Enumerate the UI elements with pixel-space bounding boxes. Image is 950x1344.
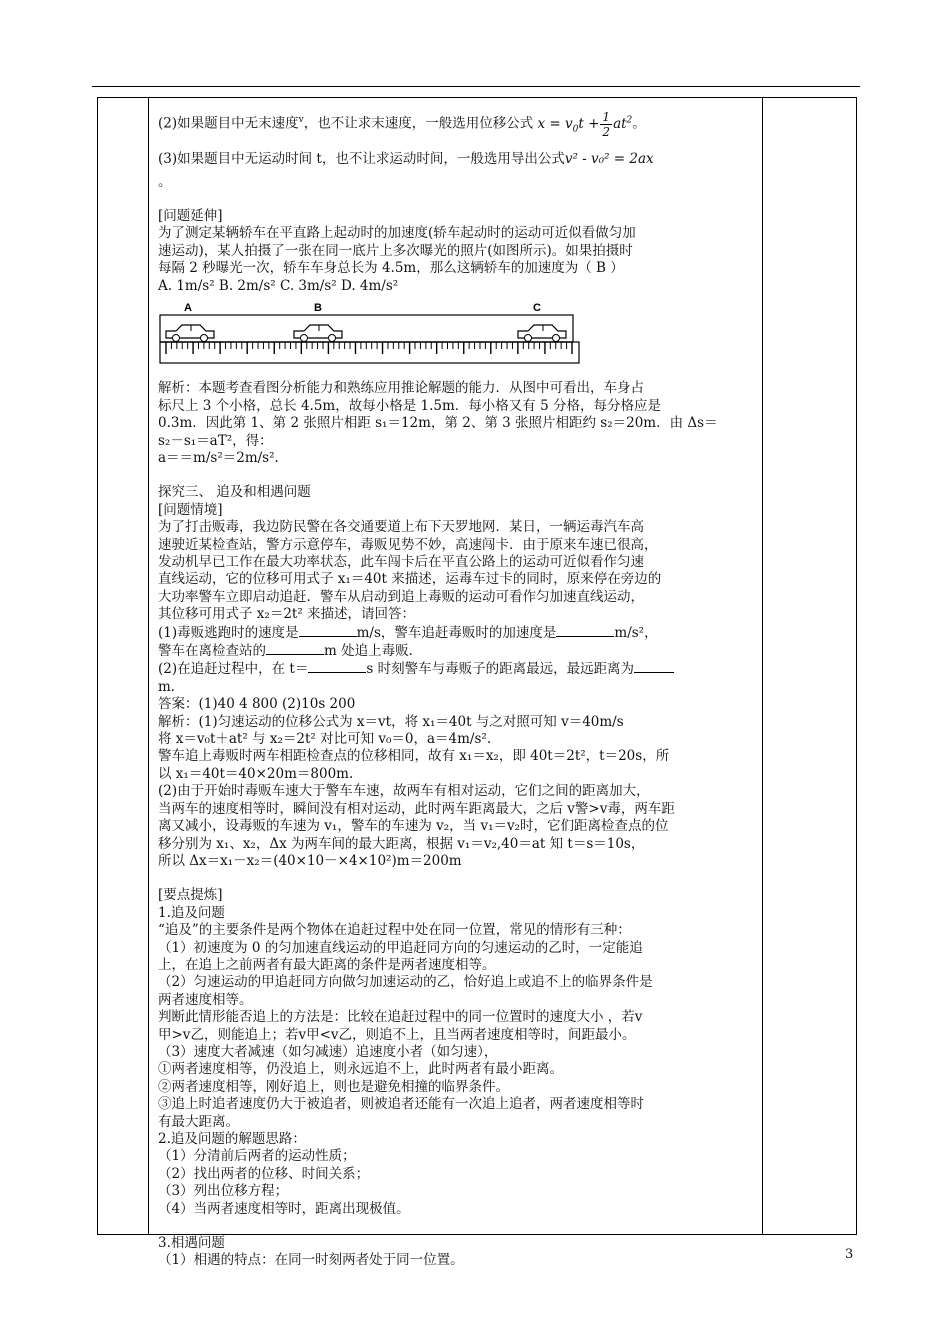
formula-sup: 2 xyxy=(626,115,633,125)
section-heading: 探究三、 追及和相遇问题 xyxy=(158,484,311,501)
text-line: 警车追上毒贩时两车相距检查点的位移相同，故有 x₁＝x₂，即 40t＝2t²，t＝20s，所 xyxy=(158,748,670,765)
text-line: 大功率警车立即启动追赶．警车从启动到追上毒贩的运动可看作匀加速直线运动， xyxy=(158,588,644,605)
car-icon xyxy=(294,325,342,342)
text: 。 xyxy=(632,115,646,132)
section-heading: 3.相遇问题 xyxy=(158,1235,225,1252)
formula-line-derived xyxy=(158,144,758,174)
text-line: 甲>v乙，则能追上；若v甲<v乙，则追不上，且当两者速度相等时，间距最小。 xyxy=(158,1026,636,1043)
text-line: ①两者速度相等，仍没追上，则永远追不上，此时两者有最小距离。 xyxy=(158,1061,563,1078)
frac-den: 2 xyxy=(602,124,611,139)
text-line: ②两者速度相等，刚好追上，则也是避免相撞的临界条件。 xyxy=(158,1078,509,1095)
car-icon xyxy=(518,325,566,342)
text: 警车在离检查站的 xyxy=(158,643,266,660)
formula-part: x = v xyxy=(537,115,573,132)
formula-part: at xyxy=(613,115,627,132)
text-line: 为了打击贩毒，我边防民警在各交通要道上布下天罗地网．某日，一辆运毒汽车高 xyxy=(158,519,644,536)
fraction-half xyxy=(600,110,612,139)
text: (3)如果题目中无运动时间 t，也不让求运动时间，一般选用导出公式 xyxy=(158,150,565,167)
text-line: 发动机早已工作在最大功率状态，此车闯卡后在平直公路上的运动可近似看作匀速 xyxy=(158,554,644,570)
car-ruler-diagram xyxy=(158,299,580,369)
text-line: ③追上时追者速度仍大于被追者，则被追者还能有一次追上追者，两者速度相等时 xyxy=(158,1096,644,1113)
text-line: s₂－s₁＝aT²，得： xyxy=(158,432,273,449)
text-line: 为了测定某辆轿车在平直路上起动时的加速度(轿车起动时的运动可近似看做匀加 xyxy=(158,225,636,242)
text-line: （1）相遇的特点：在同一时刻两者处于同一位置。 xyxy=(158,1252,464,1269)
exposure-photo-figure xyxy=(158,299,758,374)
spacer xyxy=(158,870,758,887)
section-heading: 2.追及问题的解题思路： xyxy=(158,1131,306,1147)
text: m/s²， xyxy=(614,624,658,641)
text-line: 标尺上 3 个小格，总长 4.5m，故每小格是 1.5m．每小格又有 5 分格，每分格应是 xyxy=(158,397,661,414)
text-line: 直线运动，它的位移可用式子 x₁＝40t 来描述，运毒车过卡的同时，原来停在旁边的 xyxy=(158,571,662,588)
text-line: 判断此情形能否追上的方法是：比较在追赶过程中的同一位置时的速度大小 ，若v xyxy=(158,1009,643,1026)
text-line: 两者速度相等。 xyxy=(158,991,253,1008)
answer-blank xyxy=(556,624,614,637)
text-line: 以 x₁＝40t＝40×20m＝800m. xyxy=(158,765,354,782)
text-line: 0.3m．因此第 1、第 2 张照片相距 s₁＝12m，第 2、第 3 张照片相距约 s₂＝20m．由 Δs＝ xyxy=(158,415,718,432)
section-heading: [要点提炼] xyxy=(158,887,223,904)
formula-part: t + xyxy=(578,115,600,132)
table-column-divider-left xyxy=(148,97,149,1235)
text-line: 将 x＝v₀t＋at² 与 x₂＝2t² 对比可知 v₀＝0，a＝4m/s². xyxy=(158,731,492,748)
text-line: （3）速度大者减速（如匀减速）追速度小者（如匀速）， xyxy=(158,1043,498,1060)
text-line: “追及”的主要条件是两个物体在追赶过程中处在同一位置，常见的情形有三种： xyxy=(158,922,631,939)
text-line: （1）初速度为 0 的匀加速直线运动的甲追赶同方向的匀速运动的乙时，一定能追 xyxy=(158,939,643,956)
car-icon xyxy=(166,325,214,342)
lesson-content xyxy=(158,100,758,1270)
question-1 xyxy=(158,624,758,642)
spacer xyxy=(158,191,758,208)
text-line: a＝＝m/s²＝2m/s². xyxy=(158,449,279,466)
text-line: （2）匀速运动的甲追赶同方向做匀加速运动的乙，恰好追上或追不上的临界条件是 xyxy=(158,974,653,991)
text-line: 移分别为 x₁、x₂，Δx 为两车间的最大距离，根据 v₁＝v₂,40＝at 知 t＝s＝10s， xyxy=(158,835,645,852)
text-line: （1）分清前后两者的运动性质； xyxy=(158,1148,356,1165)
text: m 处追上毒贩． xyxy=(324,643,423,660)
text-line: 每隔 2 秒曝光一次，轿车车身总长为 4.5m，那么这辆轿车的加速度为（ B ） xyxy=(158,260,624,277)
text-line: 速驶近某检查站，警方示意停车，毒贩见势不妙，高速闯卡．由于原来车速已很高， xyxy=(158,536,658,553)
page-number: 3 xyxy=(845,1247,854,1262)
text-line: （2）找出两者的位移、时间关系； xyxy=(158,1165,370,1182)
var-v: v xyxy=(298,115,304,125)
text-line: 速运动)，某人拍摄了一张在同一底片上多次曝光的照片(如图所示)。如果拍摄时 xyxy=(158,242,633,259)
text: s 时刻警车与毒贩子的距离最远，最远距离为 xyxy=(366,661,635,678)
section-heading: 1.追及问题 xyxy=(158,904,225,921)
text: ，也不让求末速度，一般选用位移公式 xyxy=(303,115,534,132)
derived-formula: v² - v₀² = 2ax xyxy=(564,150,654,167)
question-2 xyxy=(158,660,758,678)
text: (1)毒贩逃跑时的速度是 xyxy=(158,624,299,641)
text-line: 解析：(1)匀速运动的位移公式为 x＝vt，将 x₁＝40t 与之对照可知 v＝40m/s xyxy=(158,713,624,730)
displacement-formula xyxy=(537,109,633,139)
text-line: 当两车的速度相等时，瞬间没有相对运动，此时两车距离最大，之后 v警>v毒，两车距 xyxy=(158,800,675,817)
text-line: (2)由于开始时毒贩车速大于警车车速，故两车有相对运动，它们之间的距离加大， xyxy=(158,783,650,800)
ruler-ticks xyxy=(166,342,572,354)
text: (2)在追赶过程中，在 t＝ xyxy=(158,661,309,678)
text-line: 。 xyxy=(158,173,172,190)
label-b: B xyxy=(314,301,322,314)
spacer xyxy=(158,467,758,484)
text-line: m． xyxy=(158,678,185,695)
answer-blank xyxy=(308,660,366,673)
text: m/s，警车追赶毒贩时的加速度是 xyxy=(356,624,557,641)
spacer xyxy=(158,1218,758,1235)
answer-line: 答案：(1)40 4 800 (2)10s 200 xyxy=(158,696,356,713)
text-line: 上，在追上之前两者有最大距离的条件是两者速度相等。 xyxy=(158,956,496,973)
ruler-body xyxy=(160,342,579,363)
text-line: 解析：本题考查看图分析能力和熟练应用推论解题的能力．从图中可看出，车身占 xyxy=(158,380,644,397)
text-line: （4）当两者速度相等时，距离出现极值。 xyxy=(158,1200,410,1217)
answer-options: A. 1m/s² B. 2m/s² C. 3m/s² D. 4m/s² xyxy=(158,277,399,294)
question-1-cont xyxy=(158,642,758,660)
label-a: A xyxy=(184,301,192,314)
text: (2)如果题目中无末速度 xyxy=(158,115,299,132)
formula-line-displacement xyxy=(158,100,758,144)
table-column-divider-right xyxy=(762,97,763,1235)
answer-blank xyxy=(266,642,324,655)
section-heading: [问题延伸] xyxy=(158,207,223,224)
photo-frame xyxy=(160,315,573,342)
label-c: C xyxy=(533,301,541,314)
text-line: （3）列出位移方程； xyxy=(158,1183,289,1200)
section-heading: [问题情境] xyxy=(158,501,223,518)
header-rule xyxy=(92,86,860,87)
text-line: 离又减小，设毒贩的车速为 v₁，警车的车速为 v₂，当 v₁＝v₂时，它们距离检查点的位 xyxy=(158,818,669,835)
text-line: 其位移可用式子 x₂＝2t² 来描述，请回答： xyxy=(158,606,416,623)
text-line: 有最大距离。 xyxy=(158,1113,239,1130)
formula-sub: 0 xyxy=(572,124,579,135)
text-line: 所以 Δx＝x₁－x₂＝(40×10－×4×10²)m＝200m xyxy=(158,852,462,869)
answer-blank xyxy=(299,624,357,637)
answer-blank xyxy=(634,660,674,673)
frac-num: 1 xyxy=(602,109,611,124)
